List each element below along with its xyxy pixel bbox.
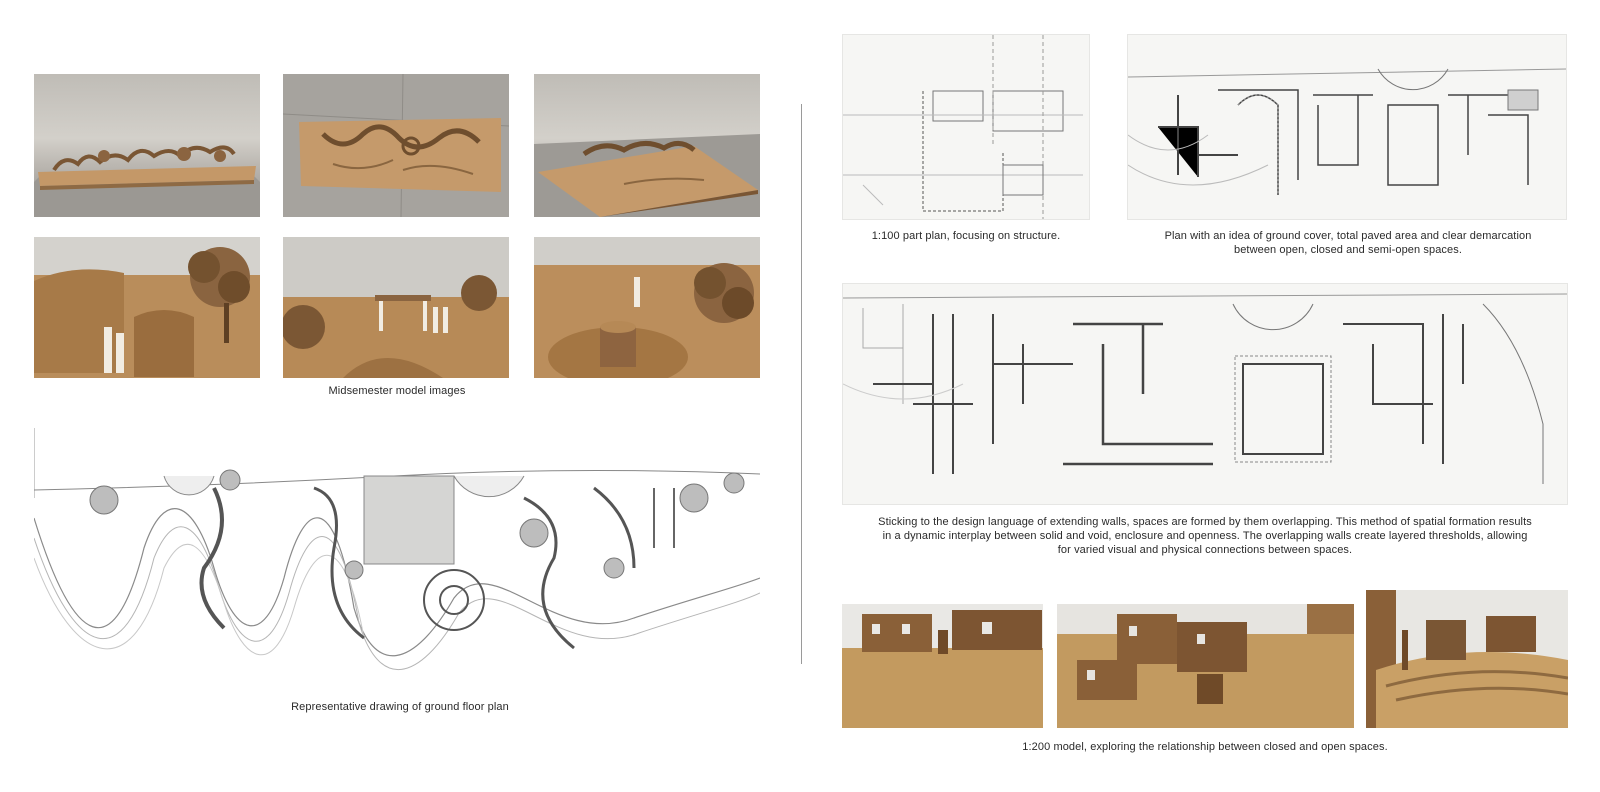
ground-cover-caption	[1120, 229, 1576, 257]
ground-cover-plan	[1127, 34, 1567, 220]
overlapping-walls-plan	[842, 283, 1568, 505]
model-photo-3	[534, 74, 760, 217]
model-200-caption: 1:200 model, exploring the relationship between closed and open spaces.	[1022, 741, 1388, 753]
page-divider	[801, 104, 802, 664]
model-images-caption: Midsemester model images	[328, 385, 466, 397]
ground-floor-plan-caption: Representative drawing of ground floor plan	[291, 701, 509, 713]
model-200-photo-3	[1366, 590, 1568, 728]
walls-paragraph	[830, 515, 1580, 557]
part-plan-1-100	[842, 34, 1090, 220]
model-photo-6	[534, 237, 760, 378]
ground-cover-caption-line-1: Plan with an idea of ground cover, total paved area and clear demarcation	[1164, 230, 1532, 242]
ground-cover-caption-line-2: between open, closed and semi-open spaces.	[1233, 244, 1462, 256]
part-plan-caption: 1:100 part plan, focusing on structure.	[871, 230, 1061, 242]
walls-paragraph-line-3: for varied visual and physical connections between spaces.	[1057, 544, 1353, 556]
walls-paragraph-line-1: Sticking to the design language of extending walls, spaces are formed by them overlapping. This method of spatial formation results	[878, 516, 1532, 528]
walls-paragraph-line-2: in a dynamic interplay between solid and void, enclosure and openness. The overlapping walls create layered thresholds, allowing	[882, 530, 1528, 542]
ground-floor-plan-drawing	[34, 428, 760, 690]
model-photo-5	[283, 237, 509, 378]
model-photo-1	[34, 74, 260, 217]
model-photo-4	[34, 237, 260, 378]
model-photo-2	[283, 74, 509, 217]
model-200-photo-1	[842, 604, 1043, 728]
model-200-photo-2	[1057, 604, 1354, 728]
